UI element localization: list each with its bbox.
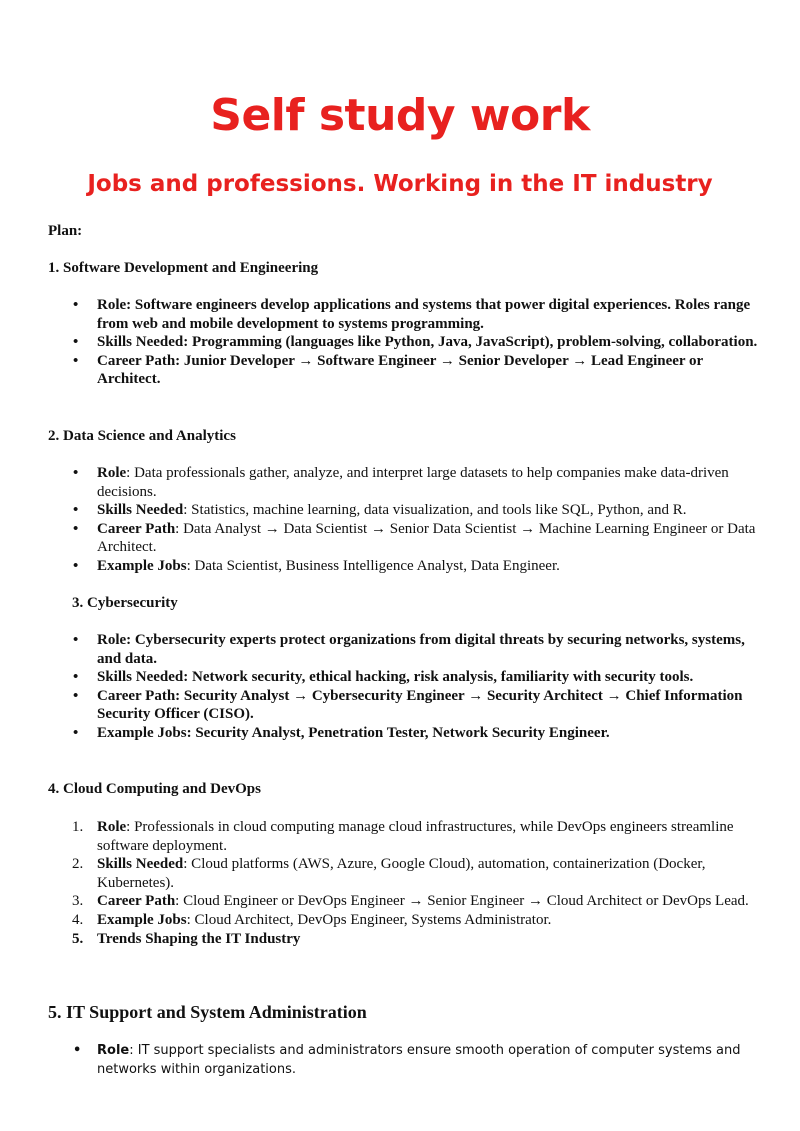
list-item: • Skills Needed: Network security, ethical hacking, risk analysis, familiarity with security tools. [48,668,768,687]
list-item-number: 2. [72,856,84,873]
list-item: • Career Path: Junior Developer → Software Engineer → Senior Developer → Lead Engineer or Architect. [48,352,768,389]
list-item [48,892,768,911]
section-4-list [48,818,768,948]
list-item-label: Trends Shaping the IT Industry [97,930,301,947]
list-item [48,818,768,855]
list-item-number: 1. [72,819,84,835]
list-item-text: : Cloud Engineer or DevOps Engineer → Senior Engineer → Cloud Architect or DevOps Lead. [175,893,749,910]
list-item [48,501,768,520]
list-item-text: : IT support specialists and administrators ensure smooth operation of computer systems and networks within organizations. [97,1043,741,1077]
plan-label: Plan: [48,223,83,239]
list-item-text: : Data Analyst → Data Scientist → Senior Data Scientist → Machine Learning Engineer or Data Architect. [97,520,756,556]
section-2-list [48,464,768,576]
list-item: • Example Jobs: Security Analyst, Penetration Tester, Network Security Engineer. [48,724,768,743]
document-subtitle: Jobs and professions. Working in the IT industry [87,171,713,197]
list-item [48,1042,768,1079]
list-item [48,930,768,949]
list-item-text: : Professionals in cloud computing manage cloud infrastructures, while DevOps engineers streamline software deployment. [97,819,734,854]
list-item: • Role: Cybersecurity experts protect organizations from digital threats by securing networks, systems, and data. [48,631,768,668]
list-item-label: Example Jobs [97,557,187,574]
list-item-label: Example Jobs [97,911,187,928]
list-item-number: 3. [72,893,84,910]
section-3-heading: 3. Cybersecurity [72,595,178,611]
list-item-label: Role [97,465,127,481]
list-item [48,855,768,892]
section-2-heading: 2. Data Science and Analytics [48,428,236,444]
list-item-label: Skills Needed [97,502,184,519]
list-item-label: Career Path [97,893,176,910]
list-item-label: Career Path [97,520,176,537]
section-5-heading: 5. IT Support and System Administration [48,1002,367,1022]
list-item-number: 5. [72,930,84,947]
list-item-label: Skills Needed [97,856,184,873]
list-item-label: Role [97,1043,130,1058]
list-item-text: : Data Scientist, Business Intelligence Analyst, Data Engineer. [186,557,560,574]
list-item-label: Role [97,819,127,835]
list-item [48,911,768,930]
list-item [48,557,768,576]
list-item: • Skills Needed: Programming (languages like Python, Java, JavaScript), problem-solving, collaboration. [48,333,768,352]
list-item-text: : Cloud Architect, DevOps Engineer, Systems Administrator. [186,911,552,928]
section-1-list [48,296,768,389]
list-item-text: : Statistics, machine learning, data visualization, and tools like SQL, Python, and R. [183,502,687,519]
section-4-heading: 4. Cloud Computing and DevOps [48,781,261,797]
document-title: Self study work [210,90,590,141]
list-item: • Role: Software engineers develop applications and systems that power digital experiences. Roles range from web and mobile development to systems programming. [48,296,768,333]
list-item-text: : Data professionals gather, analyze, and interpret large datasets to help companies make data-driven decisions. [97,465,729,500]
list-item [48,464,768,501]
section-5-list [48,1042,768,1079]
section-3-list [48,631,768,743]
section-1-heading: 1. Software Development and Engineering [48,260,319,276]
list-item: • Career Path: Security Analyst → Cybersecurity Engineer → Security Architect → Chief Information Security Officer (CISO). [48,687,768,724]
list-item [48,520,768,557]
list-item-number: 4. [72,911,84,928]
list-item-text: : Cloud platforms (AWS, Azure, Google Cloud), automation, containerization (Docker, Kubernetes). [97,856,706,891]
